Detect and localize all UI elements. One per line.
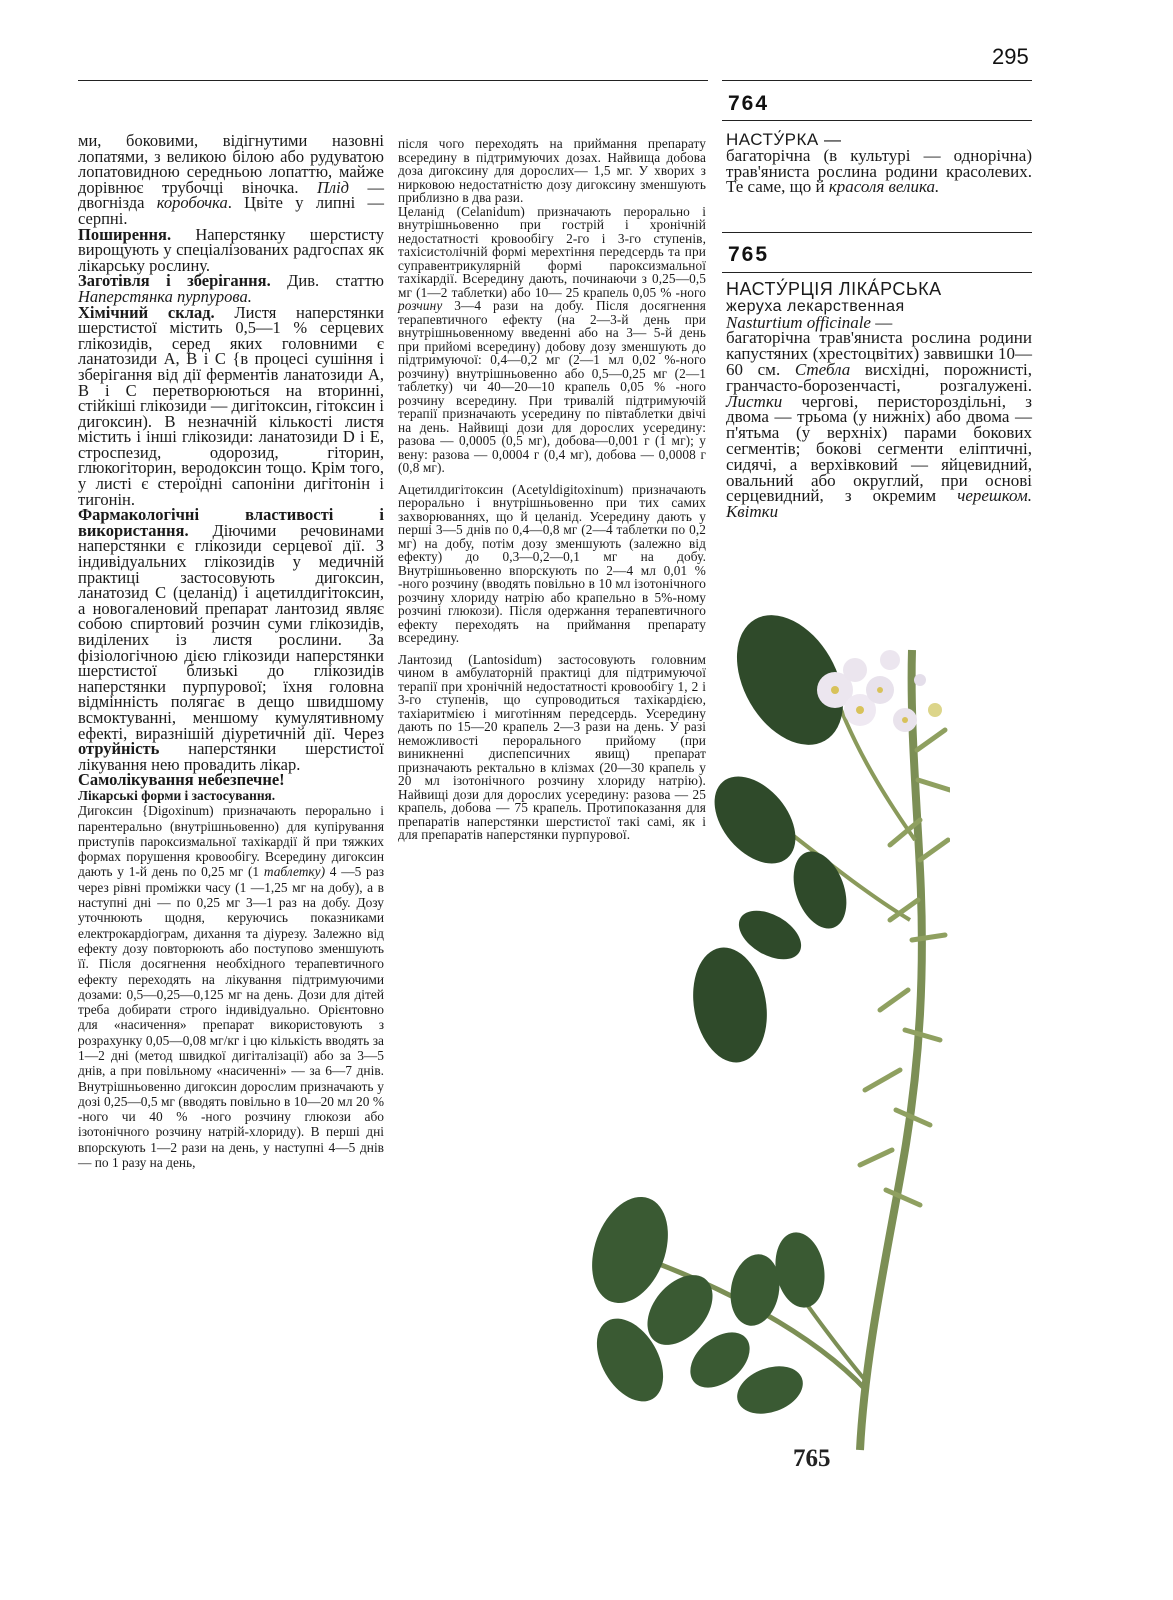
top-rule-left bbox=[78, 80, 708, 81]
rule-765-top bbox=[722, 232, 1032, 233]
column-left bbox=[78, 133, 384, 1170]
paragraph-storage: Заготівля і зберігання. Див. статтю Наперстянка пурпурова. bbox=[78, 271, 384, 306]
top-rule-right bbox=[722, 80, 1032, 81]
rule-764-bottom bbox=[722, 120, 1032, 121]
watercress-illustration bbox=[560, 590, 950, 1490]
paragraph-pharmacology: Фармакологічні властивості і використання. Діючими речовинами наперстянки є глікозиди серцевої дії. З індивідуальних глікозидів у медичній практиці застосовують дигоксин, ланатозид С (целанід) і ацетилдигітоксин, а новогаленовий препарат лантозид являє собою спиртовий розчин суми глікозидів, виділених із листя рослини. За фізіологічною дією глікозиди наперстянки шерстистої близькі до глікозидів наперстянки пурпурової; їхня головна відмінність полягає в дещо швидшому всмоктуванні, меншому кумулятивному ефекті, виразнішій діуретичній дії. Через отруйність наперстянки шерстистої лікування нею провадить лікар. bbox=[78, 505, 384, 774]
paragraph-chemistry: Хімічний склад. Листя наперстянки шерстистої містить 0,5—1 % серцевих глікозидів, серед яких головними є ланатозиди А, В і С {в процесі сушіння і зберігання від дії ферментів ланатозиди А, В і С перетворюються на вторинні, стійкіші глікозиди — дигітоксин, гітоксин і дигоксин). В незначній кількості листя містить і інші глікозиди: ланатозиди D і Е, строспезид, одорозид, гіторин, глюкогіторин, веродоксин тощо. Крім того, у листі є стероїдні сапоніни дигітонін і тигонін. bbox=[78, 302, 385, 509]
paragraph-acetyldigitoxin: Ацетилдигітоксин (Acetyldigitoxinum) призначають перорально і внутрішньовенно при тих самих захворюваннях, що й целанід. Усередину дають у перші 3—5 днів по 0,4—0,8 мг (2—4 таблетки по 0,2 мг) на добу, потім дозу зменшують (залежно від ефекту) до 0,3—0,2—0,1 мг на добу. Внутрішньовенно впорскують по 2—4 мл 0,01 % -ного розчину (вводять повільно в 10 мл ізотонічного розчину хлориду натрію або крапельно в 5%-ному розчині глюкози). Після одержання терапевтичного ефекту переходять на приймання препарату всередину. bbox=[398, 481, 706, 645]
entry-764-title: НАСТУ́РКА — bbox=[726, 130, 842, 149]
paragraph-spread: Поширення. Наперстянку шерстисту вирощують у спеціалізованих радгоспах як лікарську рослину. bbox=[78, 224, 384, 275]
entry-number-765: 765 bbox=[728, 243, 770, 266]
warning-text: Самолікування небезпечне! bbox=[78, 770, 285, 790]
figure-label: 765 bbox=[793, 1445, 831, 1472]
upper-leaves bbox=[684, 596, 864, 1068]
lower-leaves bbox=[578, 1186, 830, 1422]
paragraph-lantosid: Лантозид (Lantosidum) застосовують головним чином в амбулаторній практиці для підтримуючої терапії при хронічній недостатності кровообігу 1, 2 і 3-го ступенів, що супроводиться тахікардією, тахіаритмією і миготінням передсердь. Усередину дають по 15—20 крапель 2—3 рази на день. У разі неможливості перорального прийому (при виникненні диспепсичних явищ) препарат призначають ректально в клізмах (20—30 крапель у 20 мл ізотонічного розчину хлориду натрію). Найвищі дози для дорослих усередину: разова — 25 крапель, добова — 75 крапель. Протипоказання для препаратів наперстянки шерстистої такі самі, як і для препаратів наперстянки пурпурової. bbox=[398, 651, 706, 842]
entry-764-ref: красоля велика. bbox=[828, 177, 940, 197]
forms-heading: Лікарські форми і застосування. bbox=[78, 787, 276, 803]
paragraph-digoxin-continued: після чого переходять на приймання препарату всередину в підтримуючих дозах. Найвища добова доза дигоксину для дорослих— 1,5 мг. У хворих з нирковою недостатністю дозу дигоксину зменшують приблизно в два рази. bbox=[398, 136, 706, 205]
entry-764-body bbox=[726, 132, 1032, 195]
entry-765-russian-name: жеруха лекарственная bbox=[726, 297, 905, 315]
paragraph-flower-description: ми, боковими, відігнутими назовні лопатями, з великою білою або рудуватою лопатовидною середньою лопаттю, майже дорівнює трубочці віночка. Плід — двогнізда коробочка. Цвіте у липні — серпні. bbox=[78, 131, 384, 228]
rule-765-bottom bbox=[722, 272, 1032, 273]
entry-765-title: НАСТУ́РЦІЯ ЛІКА́РСЬКА bbox=[726, 279, 942, 299]
entry-765-body: НАСТУ́РЦІЯ ЛІКА́РСЬКА жеруха лекарственная Nasturtium officinale — багаторічна трав'яниста рослина родини капустяних (хрестоцвітих) заввишки 10—60 см. Стебла висхідні, порожнисті, гранчасто-борозенчасті, розгалужені. Листки чергові, перистороздільні, з двома — трьома (у нижніх) або двома — п'ятьма (у верхніх) парами бокових сегментів; бокові сегменти еліптичні, сидячі, а верхівковий — яйцевидний, овальний або округлий, при основі серцевидний, з окремим черешком. Квітки bbox=[726, 279, 1032, 522]
paragraph-digoxin: Дигоксин {Digoxinum) призначають перорально і парентерально (внутрішньовенно) для купірування приступів пароксизмальної тахікардії й при тяжких формах порушення кровообігу. Всередину дигоксин дають у 1-й день по 0,25 мг (1 таблетку) 4 —5 раз через рівні проміжки часу (1 —1,25 мг на добу), а в наступні дні — по 0,25 мг 3—1 раз на добу. Дозу уточнюють щодня, керуючись показниками електрокардіограм, дихання та діурезу. Залежно від ефекту дозу повторюють або поступово зменшують її. Після досягнення необхідного терапевтичного ефекту переходять на лікування підтримуючими дозами: 0,5—0,25—0,125 мг на день. Дози для дітей треба добирати строго індивідуально. Орієнтовно для «насичення» препарат використовують з розрахунку 0,05—0,08 мг/кг і цю кількість вводять за 1—2 дні (метод швидкої дигіталізації) або за 3—5 днів, а при повільному «насиченні» — за 6—7 днів. Внутрішньовенно дигоксин дорослим призначають у дозі 0,25—0,5 мг (вводять повільно в 10—20 мл 20 % -ного чи 40 % -ного розчину глюкози або ізотонічного розчину натрій-хлориду). В перші дні впорскують 1—2 рази на день, у наступні 4—5 днів — по 1 разу на день, bbox=[78, 803, 384, 1171]
entry-764-text: багаторічна (в культурі — однорічна) трав'яниста рослина родини красолевих. Те саме, що й bbox=[726, 145, 1032, 197]
entry-number-764: 764 bbox=[728, 92, 770, 115]
paragraph-celanid: Целанід (Celanidum) призначають перорально і внутрішньовенно при гострій і хронічній недостатності кровообігу 2-го і 3-го ступенів, тахісистолічній формі мерехтіння передсердь та при суправентрикулярній формі пароксизмальної тахікардії. Всередину дають, починаючи з 0,25—0,5 мг (1—2 таблетки) або 10— 25 крапель 0,05 % -ного розчину 3—4 рази на добу. Після досягнення терапевтичного ефекту (на 2—3-й день при внутрішньовенному введенні або на 3— 5-й день при прийомі всередину) добову дозу зменшують до підтримуючої: 0,4—0,2 мг (2—1 мл 0,02 %-ного розчину) внутрішньовенно або 0,5—0,25 мг (2—1 таблетку) чи 40—20—10 крапель 0,05 % -ного розчину всередину. При тривалій підтримуючій терапії призначають усередину по півтаблетки двічі на день. Найвищі дози для дорослих усередину: разова — 0,0005 (0,5 мг), добова—0,001 г (1 мг); у вену: разова — 0,0004 г (0,4 мг), добова — 0,0008 г (0,8 мг). bbox=[398, 203, 706, 475]
entry-765-latin-name: Nasturtium officinale bbox=[726, 312, 871, 332]
page-number: 295 bbox=[992, 44, 1029, 69]
